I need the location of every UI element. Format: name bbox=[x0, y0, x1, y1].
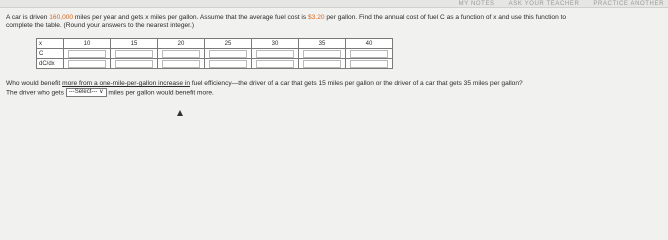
row-label-dcdx: dC/dx bbox=[37, 59, 64, 69]
x-cell: 30 bbox=[252, 39, 299, 49]
table-row-c bbox=[37, 49, 393, 59]
dcdx-answer-input[interactable] bbox=[162, 60, 200, 68]
question-2: Who would benefit more from a one-mile-per-gallon increase in fuel efficiency—the driver of a car that gets 15 miles per gallon or the driver of a car that gets 35 miles per gallon? The driver who gets ---Select--- ∨ miles per gallon would benefit more. bbox=[6, 80, 523, 97]
miles-value: 160,000 bbox=[49, 14, 74, 21]
c-answer-input[interactable] bbox=[68, 50, 106, 58]
table-row-x bbox=[37, 39, 393, 49]
dcdx-answer-input[interactable] bbox=[115, 60, 153, 68]
x-cell: 25 bbox=[205, 39, 252, 49]
x-cell: 10 bbox=[64, 39, 111, 49]
dcdx-answer-input[interactable] bbox=[303, 60, 341, 68]
x-cell: 20 bbox=[158, 39, 205, 49]
c-answer-input[interactable] bbox=[162, 50, 200, 58]
x-cell: 15 bbox=[111, 39, 158, 49]
my-notes-link[interactable]: MY NOTES bbox=[458, 1, 495, 7]
c-answer-input[interactable] bbox=[209, 50, 247, 58]
answer-table bbox=[36, 38, 393, 69]
ask-teacher-link[interactable]: ASK YOUR TEACHER bbox=[508, 1, 580, 7]
select-label: ---Select--- bbox=[68, 89, 98, 95]
c-answer-input[interactable] bbox=[256, 50, 294, 58]
practice-another-link[interactable]: PRACTICE ANOTHER bbox=[593, 1, 664, 7]
question-instruction: complete the table. (Round your answers to the nearest integer.) bbox=[6, 22, 195, 29]
price-value: $3.20 bbox=[308, 14, 325, 21]
c-answer-input[interactable] bbox=[350, 50, 388, 58]
dcdx-answer-input[interactable] bbox=[350, 60, 388, 68]
top-nav bbox=[459, 0, 668, 8]
chevron-down-icon: ∨ bbox=[99, 89, 104, 95]
table-row-dcdx bbox=[37, 59, 393, 69]
row-label-x: x bbox=[37, 39, 64, 49]
c-answer-input[interactable] bbox=[303, 50, 341, 58]
dcdx-answer-input[interactable] bbox=[256, 60, 294, 68]
x-cell: 40 bbox=[346, 39, 393, 49]
dcdx-answer-input[interactable] bbox=[68, 60, 106, 68]
mpg-select[interactable] bbox=[66, 88, 107, 97]
row-label-c: C bbox=[37, 49, 64, 59]
question-text: A car is driven 160,000 miles per year and gets x miles per gallon. Assume that the average fuel cost is $3.20 per gallon. Find the annual cost of fuel C as a function of x and use this function to complete the table. (Round your answers to the nearest integer.) bbox=[6, 14, 567, 29]
mouse-cursor-icon bbox=[177, 110, 183, 116]
c-answer-input[interactable] bbox=[115, 50, 153, 58]
x-cell: 35 bbox=[299, 39, 346, 49]
dcdx-answer-input[interactable] bbox=[209, 60, 247, 68]
